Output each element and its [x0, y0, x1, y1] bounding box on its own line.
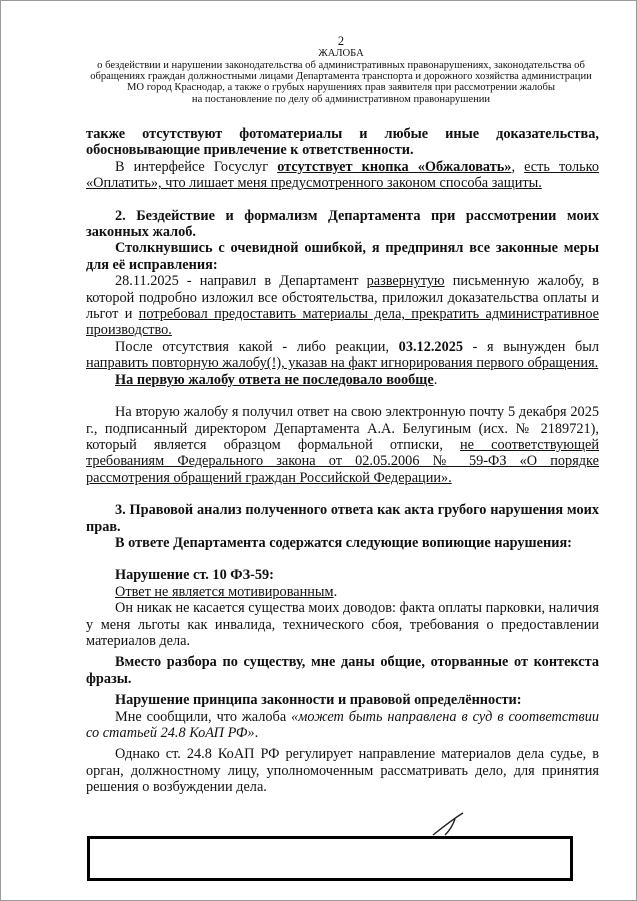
document-subtitle: [41, 60, 637, 105]
redaction-box: [87, 836, 573, 881]
violation-1-subtitle: Ответ не является мотивированным.: [115, 583, 338, 600]
page-number: 2: [337, 34, 345, 48]
paragraph-reply-received: На вторую жалобу я получил ответ на свою электронную почту 5 декабря 2025 г., подписанный директором Департамента А.А. Белугиным (исх. № 2189721), который является образцом формальной отписки, не соответствующей требованиям Федерального закона от 02.05.2006 № 59-ФЗ «О порядке рассмотрения обращений граждан Российской Федерации».: [86, 404, 599, 486]
violation-2-title: Нарушение принципа законности и правовой определённости:: [115, 692, 522, 709]
document-title: ЖАЛОБА: [318, 48, 364, 59]
section-2-heading: 2. Бездействие и формализм Департамента при рассмотрении моих законных жалоб.: [86, 207, 599, 241]
paragraph-gosuslugi: В интерфейсе Госуслуг отсутствует кнопка «Обжаловать», есть только «Оплатить», что лишает меня предусмотренного законом способа защиты.: [86, 158, 599, 192]
paragraph-second-complaint: После отсутствия какой - либо реакции, 03.12.2025 - я вынужден был направить повторную жалобу(!), указав на факт игнорирования первого обращения.: [86, 338, 599, 372]
paragraph-generic-phrases: Вместо разбора по существу, мне даны общие, оторванные от контекста фразы.: [86, 654, 599, 687]
subtitle-line: обращениях граждан должностными лицами Департамента транспорта и дорожного хозяйства администрации: [90, 71, 592, 83]
subtitle-line: на постановление по делу об административном правонарушении: [191, 93, 491, 105]
paragraph-violations-intro: В ответе Департамента содержатся следующие вопиющие нарушения:: [115, 534, 572, 551]
signature-mark: [429, 811, 471, 837]
paragraph-court-reference: Мне сообщили, что жалоба «может быть направлена в суд в соответствии со статьей 24.8 КоАП РФ».: [86, 708, 599, 741]
paragraph-evidence-missing: также отсутствуют фотоматериалы и любые иные доказательства, обосновывающие привлечение к ответственности.: [86, 126, 599, 159]
paragraph-measures: Столкнувшись с очевидной ошибкой, я предпринял все законные меры для её исправления:: [86, 240, 599, 273]
violation-1-title: Нарушение ст. 10 ФЗ-59:: [115, 567, 274, 584]
subtitle-line: о бездействии и нарушении законодательства об административных правонарушениях, законодательства об: [97, 60, 585, 71]
paragraph-article-24-8: Однако ст. 24.8 КоАП РФ регулирует направление материалов дела судье, в орган, должностному лицу, уполномоченным рассматривать дело, для принятия решения о возбуждении дела.: [86, 746, 599, 796]
subtitle-line: МО город Краснодар, а также о грубых нарушениях прав заявителя при рассмотрении жалобы: [127, 82, 555, 94]
paragraph-not-addressed: Он никак не касается существа моих доводов: факта оплаты парковки, наличия у меня льготы как инвалида, технического сбоя, требования о предоставлении материалов дела.: [86, 600, 599, 649]
paragraph-no-response: На первую жалобу ответа не последовало вообще.: [115, 371, 438, 388]
section-3-heading: 3. Правовой анализ полученного ответа как акта грубого нарушения моих прав.: [86, 502, 599, 535]
paragraph-first-complaint: 28.11.2025 - направил в Департамент развернутую письменную жалобу, в которой подробно изложил все обстоятельства, приложил доказательства оплаты и льгот и потребовал предоставить материалы дела, прекратить административное производство.: [86, 273, 599, 339]
document-body: [86, 126, 599, 796]
highlight-no-appeal-button: отсутствует кнопка «Обжаловать»: [277, 158, 512, 175]
